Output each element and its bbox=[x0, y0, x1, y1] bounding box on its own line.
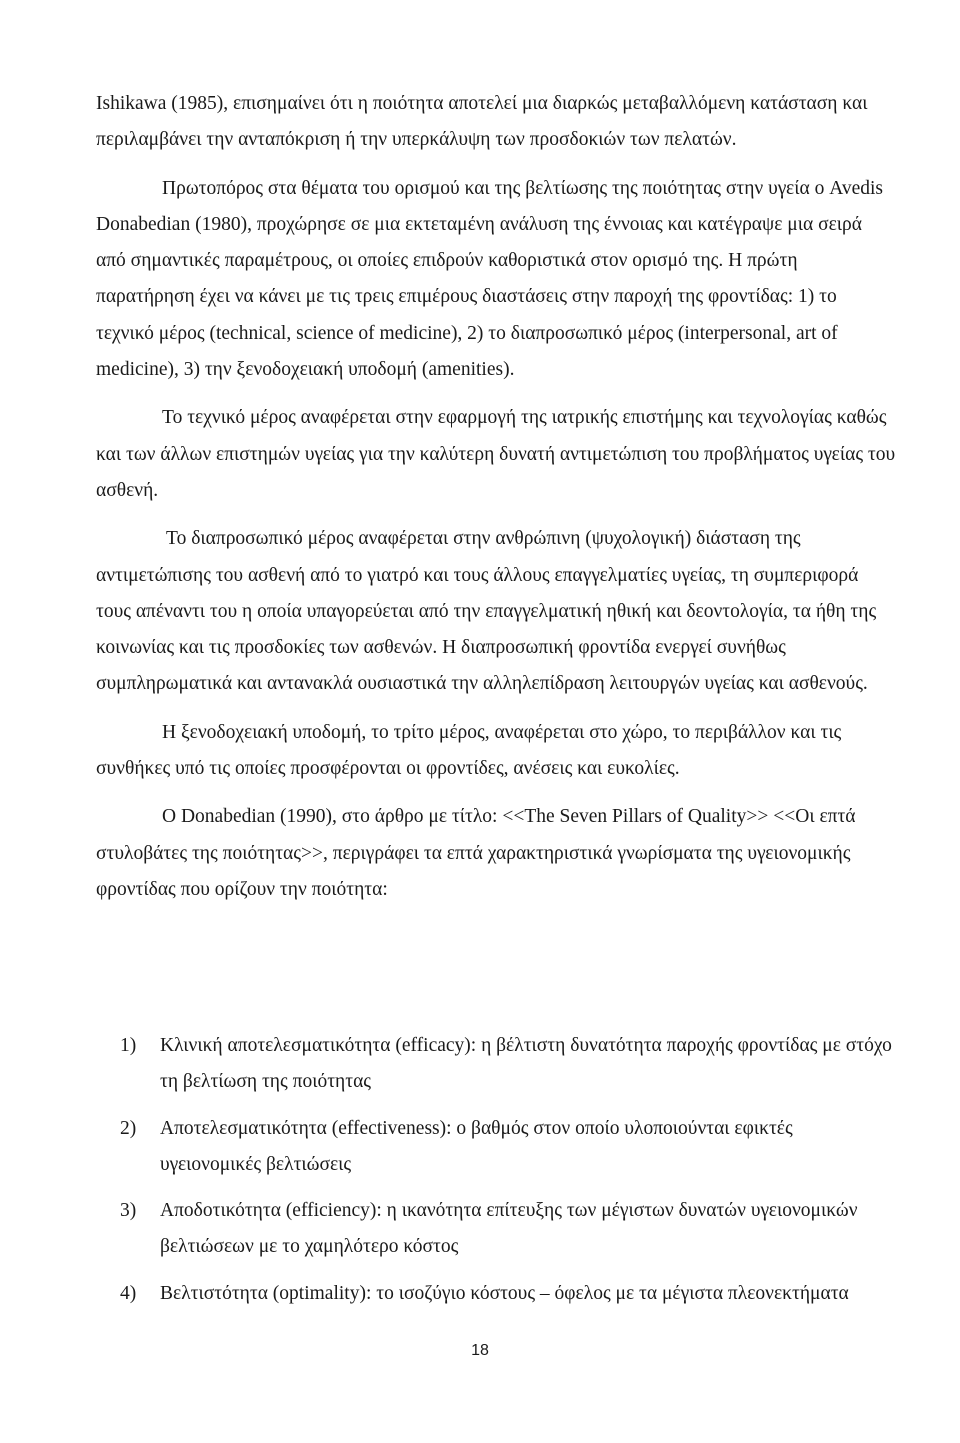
list-item-text: Κλινική αποτελεσματικότητα (efficacy): η βέλτιστη δυνατότητα παροχής φροντίδας με στόχο τη βελτίωση της ποιότητας bbox=[160, 1035, 892, 1093]
list-item-number: 3) bbox=[120, 1200, 137, 1222]
list-item-text: Αποδοτικότητα (efficiency): η ικανότητα επίτευξης των μέγιστων δυνατών υγειονομικών βελτιώσεων με το χαμηλότερο κόστος bbox=[160, 1200, 858, 1258]
list-item bbox=[96, 1028, 896, 1101]
paragraph-seven-pillars: Ο Donabedian (1990), στο άρθρο με τίτλο: <<The Seven Pillars of Quality>> <<Οι επτά στυλοβάτες της ποιότητας>>, περιγράφει τα επτά χαρακτηριστικά γνωρίσματα της υγειονομικής φροντίδας που ορίζουν την ποιότητα: bbox=[96, 806, 856, 900]
list-item-number: 1) bbox=[120, 1035, 137, 1056]
paragraph-interpersonal-part: Το διαπροσωπικό μέρος αναφέρεται στην ανθρώπινη (ψυχολογική) διάσταση της αντιμετώπισης του ασθενή από το γιατρό και τους άλλους επαγγελματίες υγείας, τη συμπεριφορά τους απέναντι του η οποία υπαγορεύεται από την επαγγελματική ηθική και δεοντολογία, τα ήθη της κοινωνίας και τις προσδοκίες των ασθενών. Η διαπροσωπική φροντίδα ενεργεί συνήθως συμπληρωματικά και αντανακλά ουσιαστικά την αλληλεπίδραση λειτουργών υγείας και ασθενούς. bbox=[96, 528, 877, 695]
quality-pillars-list bbox=[96, 1028, 896, 1322]
list-item-number: 4) bbox=[120, 1282, 137, 1304]
paragraph-ishikawa: Ishikawa (1985), επισημαίνει ότι η ποιότητα αποτελεί μια διαρκώς μεταβαλλόμενη κατάσταση και περιλαμβάνει την ανταπόκριση ή την υπερκάλυψη των προσδοκιών των πελατών. bbox=[96, 93, 868, 151]
page-number: 18 bbox=[471, 1342, 489, 1359]
list-item bbox=[96, 1276, 896, 1312]
list-item-number: 2) bbox=[120, 1117, 137, 1139]
paragraph-amenities: Η ξενοδοχειακή υποδομή, το τρίτο μέρος, αναφέρεται στο χώρο, το περιβάλλον και τις συνθήκες υπό τις οποίες προσφέρονται οι φροντίδες, ανέσεις και ευκολίες. bbox=[96, 721, 842, 780]
list-item bbox=[96, 1111, 896, 1184]
paragraph-donabedian-1980: Πρωτοπόρος στα θέματα του ορισμού και της βελτίωσης της ποιότητας στην υγεία ο Avedis Donabedian (1980), προχώρησε σε μια εκτεταμένη ανάλυση της έννοιας και κατέγραψε μια σειρά από σημαντικές παραμέτρους, οι οποίες επιδρούν καθοριστικά στον ορισμό της. Η πρώτη παρατήρηση έχει να κάνει με τις τρεις επιμέρους διαστάσεις στην παροχή της φροντίδας: 1) το τεχνικό μέρος (technical, science of medicine), 2) το διαπροσωπικό μέρος (interpersonal, art of medicine), 3) την ξενοδοχειακή υποδομή (amenities). bbox=[96, 177, 884, 381]
list-item bbox=[96, 1193, 896, 1266]
list-item-text: Αποτελεσματικότητα (effectiveness): ο βαθμός στον οποίο υλοποιούνται εφικτές υγειονομικές βελτιώσεις bbox=[160, 1117, 793, 1175]
list-item-text: Βελτιστότητα (optimality): το ισοζύγιο κόστους – όφελος με τα μέγιστα πλεονεκτήματα bbox=[160, 1282, 849, 1304]
paragraph-technical-part: Το τεχνικό μέρος αναφέρεται στην εφαρμογή της ιατρικής επιστήμης και τεχνολογίας καθώς και των άλλων επιστημών υγείας για την καλύτερη δυνατή αντιμετώπιση του προβλήματος υγείας του ασθενή. bbox=[96, 407, 896, 501]
body-text-block bbox=[96, 86, 896, 908]
